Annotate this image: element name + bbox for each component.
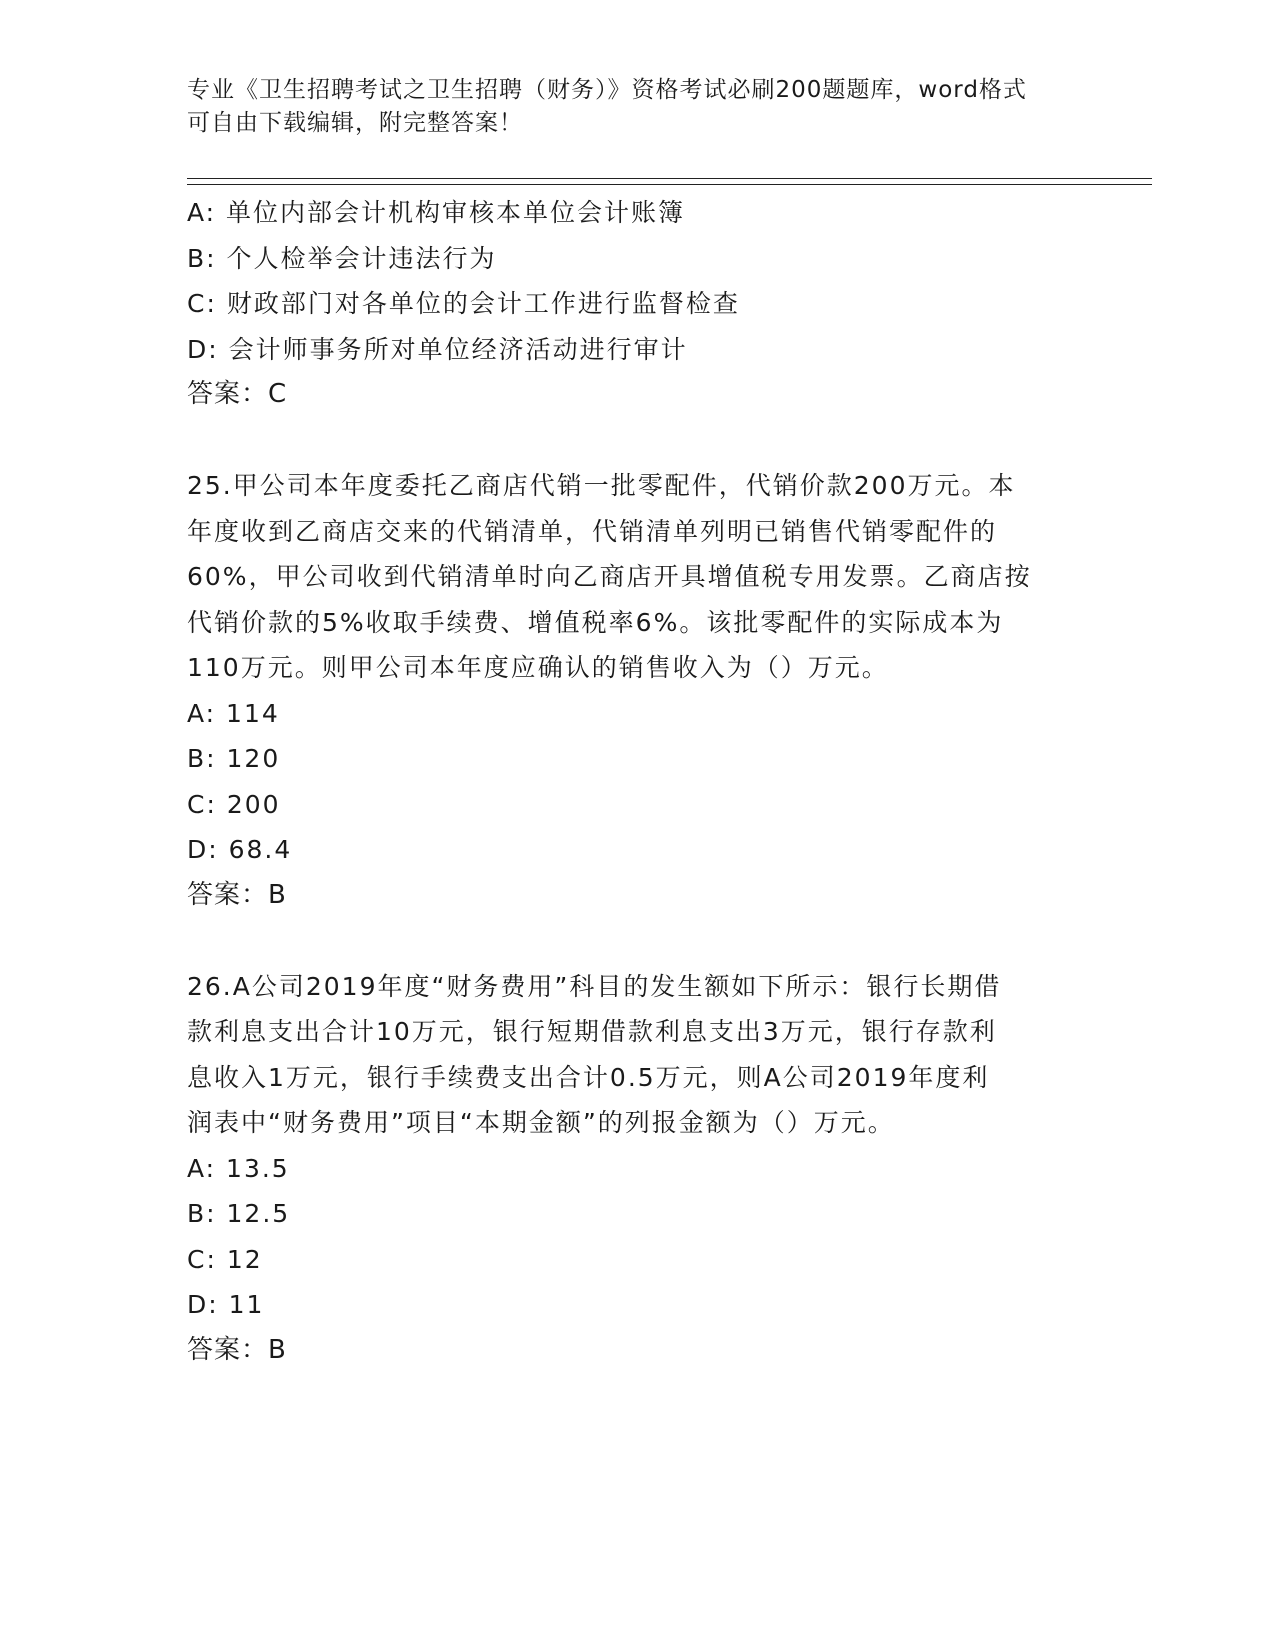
option-a: A: 114 xyxy=(187,698,280,728)
option-d: D: 68.4 xyxy=(187,835,293,864)
question-text-line: 25.甲公司本年度委托乙商店代销一批零配件，代销价款200万元。本 xyxy=(187,471,1016,500)
question-26-block xyxy=(187,964,1087,1374)
spacer xyxy=(187,918,1087,964)
answer-line: 答案：C xyxy=(187,379,288,409)
question-text-line: 代销价款的5%收取手续费、增值税率6%。该批零配件的实际成本为 xyxy=(187,607,1004,637)
option-a: A: 单位内部会计机构审核本单位会计账簿 xyxy=(187,198,686,227)
answer-line: 答案：B xyxy=(187,879,287,910)
header-line-1: 专业《卫生招聘考试之卫生招聘（财务）》资格考试必刷200题题库，word格式 xyxy=(187,77,1027,103)
option-b: B: 12.5 xyxy=(187,1199,291,1228)
question-text-line: 110万元。则甲公司本年度应确认的销售收入为（）万元。 xyxy=(187,653,889,682)
question-text-line: 年度收到乙商店交来的代销清单，代销清单列明已销售代销零配件的 xyxy=(187,516,998,546)
question-text-line: 润表中“财务费用”项目“本期金额”的列报金额为（）万元。 xyxy=(187,1108,895,1137)
option-c: C: 12 xyxy=(187,1244,263,1274)
spacer xyxy=(187,418,1087,464)
question-25-block xyxy=(187,463,1087,918)
question-text-line: 息收入1万元，银行手续费支出合计0.5万元，则A公司2019年度利 xyxy=(187,1062,990,1092)
option-b: B: 个人检举会计违法行为 xyxy=(187,243,497,273)
header-line-2: 可自由下载编辑，附完整答案！ xyxy=(187,110,523,136)
question-content xyxy=(187,190,1087,1373)
prev-question-block xyxy=(187,190,1087,418)
option-b: B: 120 xyxy=(187,744,281,773)
header-divider-top xyxy=(187,178,1152,179)
option-a: A: 13.5 xyxy=(187,1153,290,1183)
option-d: D: 会计师事务所对单位经济活动进行审计 xyxy=(187,334,688,364)
option-c: C: 200 xyxy=(187,789,281,819)
option-d: D: 11 xyxy=(187,1290,265,1319)
question-text-line: 款利息支出合计10万元，银行短期借款利息支出3万元，银行存款利 xyxy=(187,1017,997,1046)
answer-line: 答案：B xyxy=(187,1334,287,1365)
header-divider-bottom xyxy=(187,184,1152,185)
document-header xyxy=(187,74,1087,140)
question-text-line: 60%，甲公司收到代销清单时向乙商店开具增值税专用发票。乙商店按 xyxy=(187,562,1032,591)
question-text-line: 26.A公司2019年度“财务费用”科目的发生额如下所示：银行长期借 xyxy=(187,971,1002,1001)
option-c: C: 财政部门对各单位的会计工作进行监督检查 xyxy=(187,289,740,318)
